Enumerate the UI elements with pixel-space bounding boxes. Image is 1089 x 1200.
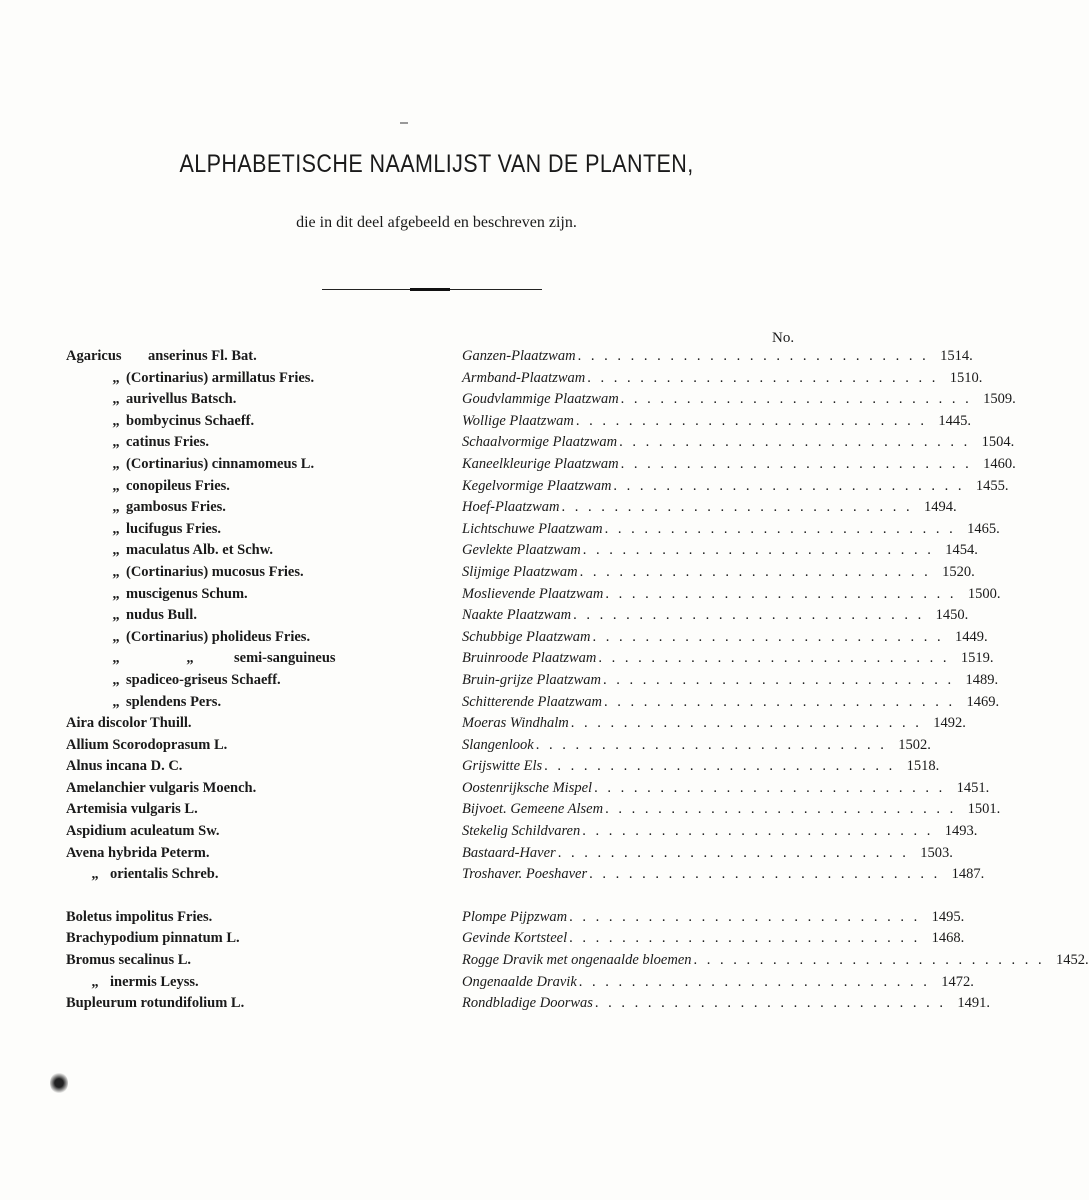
plate-number: 1502. — [898, 736, 931, 753]
ink-smudge — [50, 1072, 68, 1094]
latin-name: Boletus impolitus Fries. — [66, 908, 213, 925]
latin-name-row — [66, 476, 446, 498]
dot-leader: . . . . . . . . . . . . . . . . . . . . . . . . . . . — [561, 499, 913, 516]
dutch-name-row — [462, 713, 966, 735]
dutch-name: Bruinroode Plaatzwam — [462, 650, 597, 667]
dot-leader: . . . . . . . . . . . . . . . . . . . . . . . . . . . — [693, 952, 1045, 969]
dot-leader: . . . . . . . . . . . . . . . . . . . . . . . . . . . — [575, 412, 927, 429]
species-epithet: (Cortinarius) mucosus Fries. — [126, 563, 304, 580]
ditto-mark: „ — [112, 650, 120, 667]
dutch-name-row — [462, 389, 1016, 411]
ditto-mark: „ — [91, 866, 99, 883]
page-subtitle: die in dit deel afgebeeld en beschreven zijn. — [296, 214, 577, 231]
dutch-name: Kegelvormige Plaatzwam — [462, 477, 612, 494]
dutch-name-row — [462, 346, 973, 368]
dot-leader: . . . . . . . . . . . . . . . . . . . . . . . . . . . — [569, 908, 921, 925]
ditto-mark: „ — [112, 434, 120, 451]
latin-name-row — [66, 928, 446, 950]
latin-name-row — [66, 950, 446, 972]
plate-number: 1460. — [983, 455, 1016, 472]
dot-leader: . . . . . . . . . . . . . . . . . . . . . . . . . . . — [589, 866, 941, 883]
page-title: ALPHABETISCHE NAAMLIJST VAN DE PLANTEN, — [179, 150, 694, 178]
ditto-mark: „ — [112, 693, 120, 710]
latin-name-row — [66, 497, 446, 519]
divider-ornament — [410, 288, 450, 291]
latin-name: Allium Scorodoprasum L. — [66, 736, 228, 753]
plate-number: 1491. — [957, 995, 991, 1012]
dutch-name-row — [462, 584, 1001, 606]
species-epithet: inermis Leyss. — [110, 973, 199, 990]
dutch-name-row — [462, 756, 940, 778]
plate-number: 1501. — [967, 801, 1001, 818]
species-epithet: catinus Fries. — [126, 434, 209, 451]
latin-name-row — [66, 735, 446, 757]
species-epithet: aurivellus Batsch. — [126, 391, 237, 408]
dutch-name: Stekelig Schildvaren — [462, 823, 581, 840]
dutch-name: Bruin-grijze Plaatzwam — [462, 671, 601, 688]
species-epithet: muscigenus Schum. — [126, 585, 248, 602]
species-epithet: maculatus Alb. et Schw. — [126, 542, 274, 559]
latin-name-row — [66, 799, 446, 821]
dot-leader: . . . . . . . . . . . . . . . . . . . . . . . . . . . — [620, 391, 972, 408]
dutch-name: Naakte Plaatzwam — [462, 607, 572, 624]
dutch-name: Rogge Dravik met ongenaalde bloemen — [462, 952, 692, 969]
dutch-name: Slangenlook — [462, 736, 534, 753]
ditto-mark: „ — [112, 477, 120, 494]
dot-leader: . . . . . . . . . . . . . . . . . . . . . . . . . . . — [605, 801, 957, 818]
dot-leader: . . . . . . . . . . . . . . . . . . . . . . . . . . . — [579, 563, 931, 580]
dutch-name: Kaneelkleurige Plaatzwam — [462, 455, 619, 472]
dutch-name-row — [462, 993, 991, 1015]
dot-leader: . . . . . . . . . . . . . . . . . . . . . . . . . . . — [577, 348, 929, 364]
latin-name-row — [66, 692, 446, 714]
dutch-name-row — [462, 843, 953, 865]
plate-number: 1465. — [967, 520, 1000, 537]
dutch-name-row — [462, 432, 1015, 454]
latin-name: Aspidium aculeatum Sw. — [66, 823, 220, 840]
plate-number: 1510. — [949, 369, 983, 386]
plate-number: 1495. — [931, 908, 965, 925]
dot-leader: . . . . . . . . . . . . . . . . . . . . . . . . . . . — [587, 369, 939, 386]
list-gap — [462, 886, 802, 907]
plate-number: 1468. — [931, 930, 965, 947]
plate-number: 1493. — [944, 823, 978, 840]
plate-number: 1518. — [906, 758, 940, 775]
dutch-name-row — [462, 799, 1001, 821]
dot-leader: . . . . . . . . . . . . . . . . . . . . . . . . . . . — [594, 995, 947, 1012]
ditto-mark: „ — [112, 391, 120, 408]
latin-name-row — [66, 627, 446, 649]
latin-name: Bupleurum rotundifolium L. — [66, 995, 245, 1012]
dutch-name: Gevinde Kortsteel — [462, 930, 568, 947]
latin-name-row — [66, 432, 446, 454]
dutch-name: Hoef-Plaatzwam — [462, 499, 560, 516]
latin-name-row — [66, 605, 446, 627]
dutch-name-row — [462, 670, 999, 692]
ditto-mark: „ — [112, 671, 120, 688]
dutch-name-row — [462, 928, 965, 950]
dot-leader: . . . . . . . . . . . . . . . . . . . . . . . . . . . — [557, 844, 909, 861]
dutch-name: Ganzen-Plaatzwam — [462, 348, 576, 364]
dutch-name-row — [462, 907, 965, 929]
latin-name-row — [66, 648, 446, 670]
dot-leader: . . . . . . . . . . . . . . . . . . . . . . . . . . . — [535, 736, 887, 753]
dutch-name: Grijswitte Els — [462, 758, 543, 775]
latin-name-row — [66, 972, 446, 994]
plate-number: 1487. — [951, 866, 985, 883]
dot-leader: . . . . . . . . . . . . . . . . . . . . . . . . . . . — [569, 930, 921, 947]
genus-name: Agaricus — [66, 348, 122, 364]
plate-number: 1500. — [967, 585, 1001, 602]
dot-leader: . . . . . . . . . . . . . . . . . . . . . . . . . . . — [544, 758, 896, 775]
latin-name: Brachypodium pinnatum L. — [66, 930, 240, 947]
species-epithet: conopileus Fries. — [126, 477, 230, 494]
dot-leader: . . . . . . . . . . . . . . . . . . . . . . . . . . . — [620, 455, 972, 472]
species-epithet: anserinus Fl. Bat. — [148, 348, 257, 364]
latin-name-row — [66, 584, 446, 606]
dot-leader: . . . . . . . . . . . . . . . . . . . . . . . . . . . — [604, 693, 956, 710]
plate-number: 1450. — [935, 607, 969, 624]
dutch-name: Gevlekte Plaatzwam — [462, 542, 581, 559]
latin-name-row — [66, 907, 446, 929]
dutch-name: Oostenrijksche Mispel — [462, 779, 593, 796]
plate-number: 1509. — [983, 391, 1016, 408]
plate-number: 1492. — [933, 715, 966, 732]
plate-number: 1469. — [966, 693, 1000, 710]
ditto-mark: „ — [112, 628, 120, 645]
dot-leader: . . . . . . . . . . . . . . . . . . . . . . . . . . . — [582, 823, 934, 840]
species-epithet: semi-sanguineus — [234, 650, 336, 667]
dutch-name: Plompe Pijpzwam — [462, 908, 568, 925]
ditto-mark: „ — [112, 412, 120, 429]
ditto-mark: „ — [112, 542, 120, 559]
latin-name: Artemisia vulgaris L. — [66, 801, 198, 818]
species-epithet: (Cortinarius) armillatus Fries. — [126, 369, 315, 386]
dot-leader: . . . . . . . . . . . . . . . . . . . . . . . . . . . — [605, 585, 957, 602]
dutch-name: Goudvlammige Plaatzwam — [462, 391, 619, 408]
plate-number: 1489. — [965, 671, 999, 688]
plate-number: 1451. — [956, 779, 990, 796]
latin-name-row — [66, 756, 446, 778]
dutch-name: Rondbladige Doorwas — [462, 995, 593, 1012]
latin-name: Aira discolor Thuill. — [66, 715, 192, 732]
latin-name-row — [66, 411, 446, 433]
species-epithet: lucifugus Fries. — [126, 520, 222, 537]
dutch-name-row — [462, 454, 1016, 476]
dutch-name: Armband-Plaatzwam — [462, 369, 586, 386]
dutch-name: Bijvoet. Gemeene Alsem — [462, 801, 604, 818]
dot-leader: . . . . . . . . . . . . . . . . . . . . . . . . . . . — [604, 520, 956, 537]
dot-leader: . . . . . . . . . . . . . . . . . . . . . . . . . . . — [619, 434, 971, 451]
dutch-name: Bastaard-Haver — [462, 844, 556, 861]
latin-name-row — [66, 670, 446, 692]
plate-number: 1449. — [954, 628, 988, 645]
dutch-name: Ongenaalde Dravik — [462, 973, 577, 990]
dutch-name: Schubbige Plaatzwam — [462, 628, 591, 645]
dutch-name: Troshaver. Poeshaver — [462, 866, 588, 883]
dutch-name-row — [462, 648, 994, 670]
latin-name-row — [66, 454, 446, 476]
dutch-name: Schaalvormige Plaatzwam — [462, 434, 618, 451]
dot-leader: . . . . . . . . . . . . . . . . . . . . . . . . . . . — [570, 715, 922, 732]
species-epithet: (Cortinarius) pholideus Fries. — [126, 628, 311, 645]
dutch-name-row — [462, 411, 971, 433]
ditto-mark: „ — [112, 585, 120, 602]
dutch-name-row — [462, 605, 969, 627]
dutch-name-row — [462, 476, 1009, 498]
latin-name-row — [66, 368, 446, 390]
dutch-name-row — [462, 540, 978, 562]
number-column-header: No. — [772, 330, 795, 346]
list-gap — [66, 886, 446, 907]
plate-number: 1503. — [920, 844, 953, 861]
latin-name: Bromus secalinus L. — [66, 952, 192, 969]
latin-name-row — [66, 346, 446, 368]
species-epithet: bombycinus Schaeff. — [126, 412, 255, 429]
latin-name: Avena hybrida Peterm. — [66, 844, 210, 861]
latin-name-row — [66, 540, 446, 562]
dot-leader: . . . . . . . . . . . . . . . . . . . . . . . . . . . — [592, 628, 944, 645]
plate-number: 1445. — [938, 412, 971, 429]
plate-number: 1494. — [923, 499, 957, 516]
plate-number: 1519. — [960, 650, 994, 667]
ditto-mark: „ — [186, 650, 194, 667]
latin-name-row — [66, 519, 446, 541]
latin-name-row — [66, 562, 446, 584]
dutch-name-row — [462, 497, 957, 519]
latin-name-row — [66, 821, 446, 843]
latin-name-list — [66, 346, 446, 1015]
ditto-mark: „ — [112, 369, 120, 386]
ditto-mark: „ — [112, 455, 120, 472]
dutch-name: Wollige Plaatzwam — [462, 412, 574, 429]
ditto-mark: „ — [112, 499, 120, 516]
dot-leader: . . . . . . . . . . . . . . . . . . . . . . . . . . . — [594, 779, 946, 796]
plate-number: 1514. — [940, 348, 973, 364]
dutch-name-row — [462, 778, 990, 800]
species-epithet: (Cortinarius) cinnamomeus L. — [126, 455, 315, 472]
species-epithet: splendens Pers. — [126, 693, 222, 710]
latin-name: Amelanchier vulgaris Moench. — [66, 779, 257, 796]
dutch-name-row — [462, 627, 988, 649]
dutch-name-row — [462, 864, 985, 886]
species-epithet: nudus Bull. — [126, 607, 197, 624]
dutch-name-row — [462, 735, 931, 757]
dutch-name-row — [462, 519, 1000, 541]
latin-name: Alnus incana D. C. — [66, 758, 183, 775]
plate-number: 1454. — [945, 542, 978, 559]
plate-number: 1504. — [981, 434, 1015, 451]
plate-number: 1452. — [1056, 952, 1089, 969]
dutch-name: Moeras Windhalm — [462, 715, 569, 732]
ditto-mark: „ — [112, 607, 120, 624]
latin-name-row — [66, 843, 446, 865]
dot-leader: . . . . . . . . . . . . . . . . . . . . . . . . . . . — [613, 477, 965, 494]
dutch-name-row — [462, 972, 974, 994]
dutch-name: Slijmige Plaatzwam — [462, 563, 578, 580]
latin-name-row — [66, 864, 446, 886]
plate-number: 1472. — [941, 973, 974, 990]
ditto-mark: „ — [112, 563, 120, 580]
dot-leader: . . . . . . . . . . . . . . . . . . . . . . . . . . . — [578, 973, 930, 990]
dutch-name-row — [462, 950, 1089, 972]
dutch-name-row — [462, 368, 983, 390]
latin-name-row — [66, 713, 446, 735]
dutch-name: Schitterende Plaatzwam — [462, 693, 603, 710]
plate-number: 1520. — [942, 563, 975, 580]
print-speck — [400, 122, 408, 124]
dutch-name-row — [462, 821, 978, 843]
species-epithet: spadiceo-griseus Schaeff. — [126, 671, 281, 688]
latin-name-row — [66, 993, 446, 1015]
dutch-name-row — [462, 692, 1000, 714]
dot-leader: . . . . . . . . . . . . . . . . . . . . . . . . . . . — [602, 671, 955, 688]
ditto-mark: „ — [112, 520, 120, 537]
dutch-name: Lichtschuwe Plaatzwam — [462, 520, 603, 537]
dutch-name-row — [462, 562, 975, 584]
species-epithet: orientalis Schreb. — [110, 866, 219, 883]
dot-leader: . . . . . . . . . . . . . . . . . . . . . . . . . . . — [598, 650, 950, 667]
dot-leader: . . . . . . . . . . . . . . . . . . . . . . . . . . . — [573, 607, 925, 624]
latin-name-row — [66, 389, 446, 411]
dot-leader: . . . . . . . . . . . . . . . . . . . . . . . . . . . — [582, 542, 934, 559]
ditto-mark: „ — [91, 973, 99, 990]
dutch-name: Moslievende Plaatzwam — [462, 585, 604, 602]
species-epithet: gambosus Fries. — [126, 499, 226, 516]
plate-number: 1455. — [975, 477, 1009, 494]
dutch-name-list — [462, 346, 1089, 1015]
latin-name-row — [66, 778, 446, 800]
